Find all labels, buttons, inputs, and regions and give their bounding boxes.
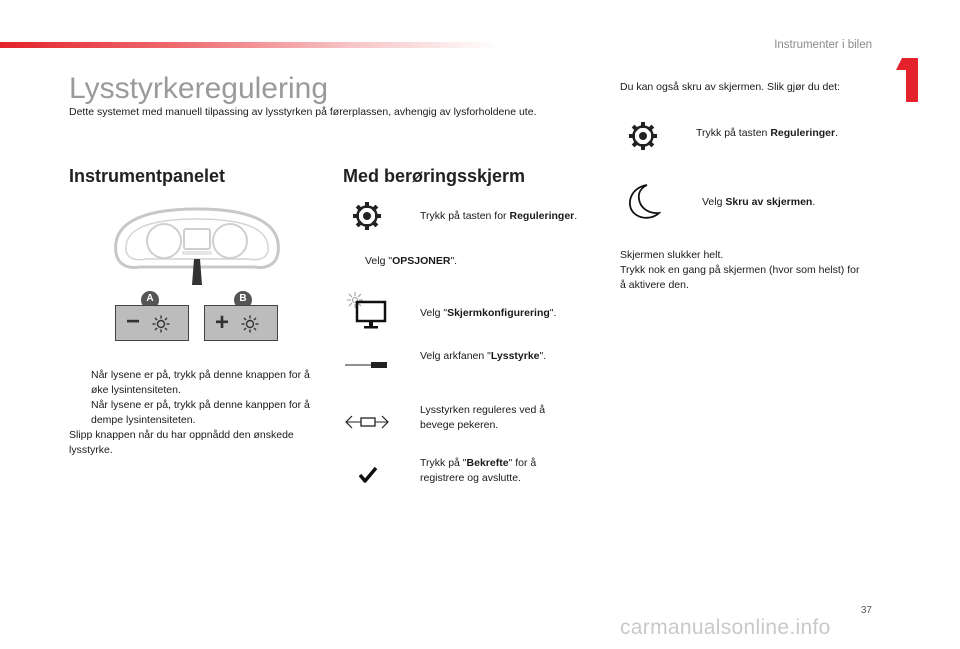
touchscreen-step-2: Velg "OPSJONER". — [365, 255, 458, 267]
gear-icon — [628, 121, 658, 151]
list-item: Når lysene er på, trykk på denne kanppen for å dempe lysintensiteten. — [91, 399, 310, 426]
screen-off-result: Skjermen slukker helt. Trykk nok en gang på skjermen (hvor som helst) for å aktivere den. — [620, 249, 860, 291]
sun-icon — [152, 315, 170, 333]
release-note: Slipp knappen når du har oppnådd den ønskede lysstyrke. — [69, 429, 294, 456]
brightness-decrease-button[interactable] — [115, 305, 189, 341]
screen-brightness-icon — [345, 292, 387, 330]
screen-off-step-1: Trykk på tasten Reguleringer. — [696, 127, 838, 139]
header-accent-bar — [0, 42, 500, 48]
tab-icon — [345, 358, 389, 370]
chapter-title: Instrumenter i bilen — [774, 39, 872, 51]
page-number: 37 — [860, 605, 872, 616]
checkmark-icon — [358, 466, 378, 484]
watermark: carmanualsonline.info — [620, 616, 831, 639]
brightness-increase-button[interactable] — [204, 305, 278, 341]
touchscreen-step-4: Velg arkfanen "Lysstyrke". — [420, 350, 547, 362]
touchscreen-step-6: Trykk på "Bekrefte" for å registrere og avslutte. — [420, 457, 537, 484]
list-item: Når lysene er på, trykk på denne knappen for å øke lysintensiteten. — [91, 369, 310, 396]
minus-icon: − — [126, 308, 141, 335]
page-intro: Dette systemet med manuell tilpassing av lysstyrken på førerplassen, avhengig av lysforholdene ute. — [69, 106, 537, 118]
screen-off-intro: Du kan også skru av skjermen. Slik gjør du det: — [620, 81, 841, 93]
instrument-cluster-illustration — [108, 203, 286, 285]
touchscreen-step-3: Velg "Skjermkonfigurering". — [420, 307, 557, 319]
instrument-panel-heading: Instrumentpanelet — [69, 166, 226, 186]
slider-arrows-icon — [344, 414, 390, 430]
gear-icon — [352, 201, 382, 231]
page-title: Lysstyrkeregulering — [69, 72, 328, 105]
plus-icon: + — [215, 309, 230, 336]
chapter-number-1 — [894, 58, 920, 102]
touchscreen-heading: Med berøringsskjerm — [343, 166, 526, 186]
label-b-text: B — [239, 293, 247, 304]
label-a-text: A — [146, 293, 154, 304]
sun-icon — [241, 315, 259, 333]
touchscreen-step-1: Trykk på tasten for Reguleringer. — [420, 210, 578, 222]
moon-icon — [625, 183, 661, 221]
touchscreen-step-5: Lysstyrken reguleres ved å bevege pekeren. — [420, 404, 546, 431]
instrument-panel-instructions — [69, 368, 319, 458]
screen-off-step-2: Velg Skru av skjermen. — [702, 196, 816, 208]
